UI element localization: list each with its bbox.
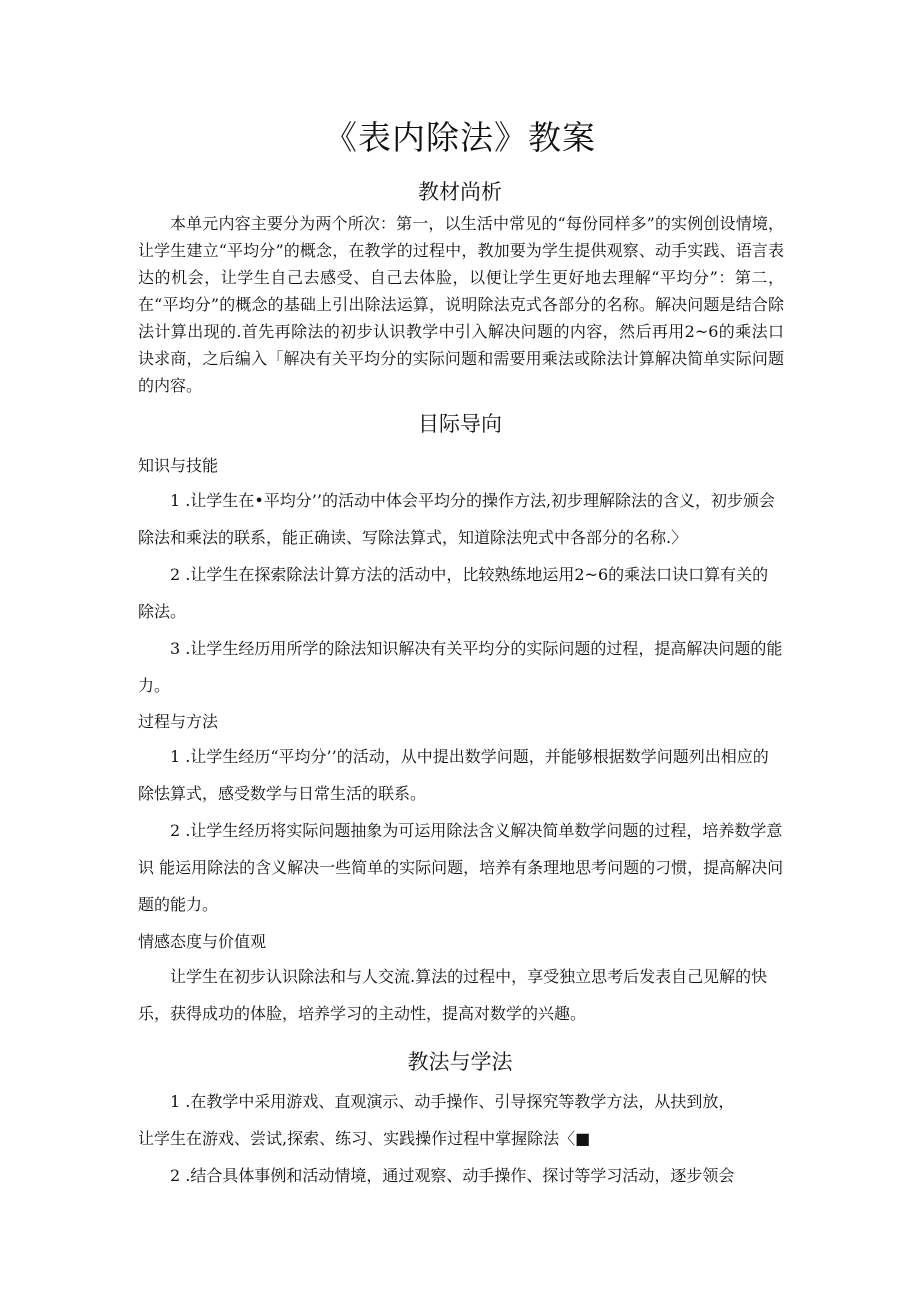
section-heading-objectives: 目际导向 [418, 412, 502, 436]
knowledge-item-3: 3 .让学生经历用所学的除法知识解决有关平均分的实际问题的过程，提高解决问题的能力。 [138, 639, 783, 695]
document-title: 《表内除法》教案 [324, 118, 596, 157]
process-item-2: 2 .让学生经历将实际问题抽象为可运用除法含义解决简单数学问题的过程，培养数学意识 能运用除法的含义解决一些简单的实际问题，培养有条理地思考问题的刁惯，提高解决问题的能力。 [138, 821, 784, 914]
process-method-label: 过程与方法 [138, 712, 219, 731]
section-heading-methods: 教法与学法 [407, 1050, 513, 1074]
methods-item-1: 1 .在教学中采用游戏、直观演示、动手操作、引导探究等教学方法，从扶到放，让学生在游戏、尝试,探索、练习、实践操作过程中掌握除法〈■ [138, 1092, 735, 1148]
process-item-1: 1 .让学生经历“平均分’’的活动，从中提出数学问题，并能够根据数学问题列出相应的除怯算式，感受数学与日常生活的联系。 [138, 747, 769, 803]
methods-item-2: 2 .结合具体事例和活动情境，通过观察、动手操作、探讨等学习活动，逐步领会 [170, 1166, 735, 1185]
knowledge-item-1: 1 .让学生在•平均分’’的活动中体会平均分的操作方法,初步理解除法的含义，初步颁会除法和乘法的联系，能正确读、写除法算式，知道除法兜式中各部分的名称.〉 [138, 491, 776, 547]
material-analysis-paragraph: 本单元内容主要分为两个所次：第一，以生活中常见的“每份同样多”的实例创设情境，让学生建立“平均分”的概念，在教学的过程中，教加要为学生提供观察、动手实践、语言表达的机会，让学生自己去感受、自己去体脸，以便让学生更好地去理解“平均分”：第二，在“平均分”的概念的基础上引出除法运算，说明除法克式各部分的名称。解决问题是结合除法计算出现的.首先再除法的初步认识教学中引入解决问题的内容，然后再用2~6的乘法口诀求商，之后编入「解决有关平均分的实际问题和需要用乘法或除法计算解决简单实际问题的内容。 [138, 214, 784, 395]
attitude-paragraph: 让学生在初步认识除法和与人交流.算法的过程中，享受独立思考后发表自己见解的快乐，获得成功的体脸，培养学习的主动性，提高对数学的兴趣。 [138, 967, 768, 1023]
section-heading-material-analysis: 教材尚析 [418, 180, 502, 204]
attitude-values-label: 情感态度与价值观 [138, 932, 267, 951]
knowledge-skills-label: 知识与技能 [138, 456, 219, 475]
knowledge-item-2: 2 .让学生在探索除法计算方法的活动中，比较熟练地运用2~6的乘法口诀口算有关的除法。 [138, 565, 769, 621]
